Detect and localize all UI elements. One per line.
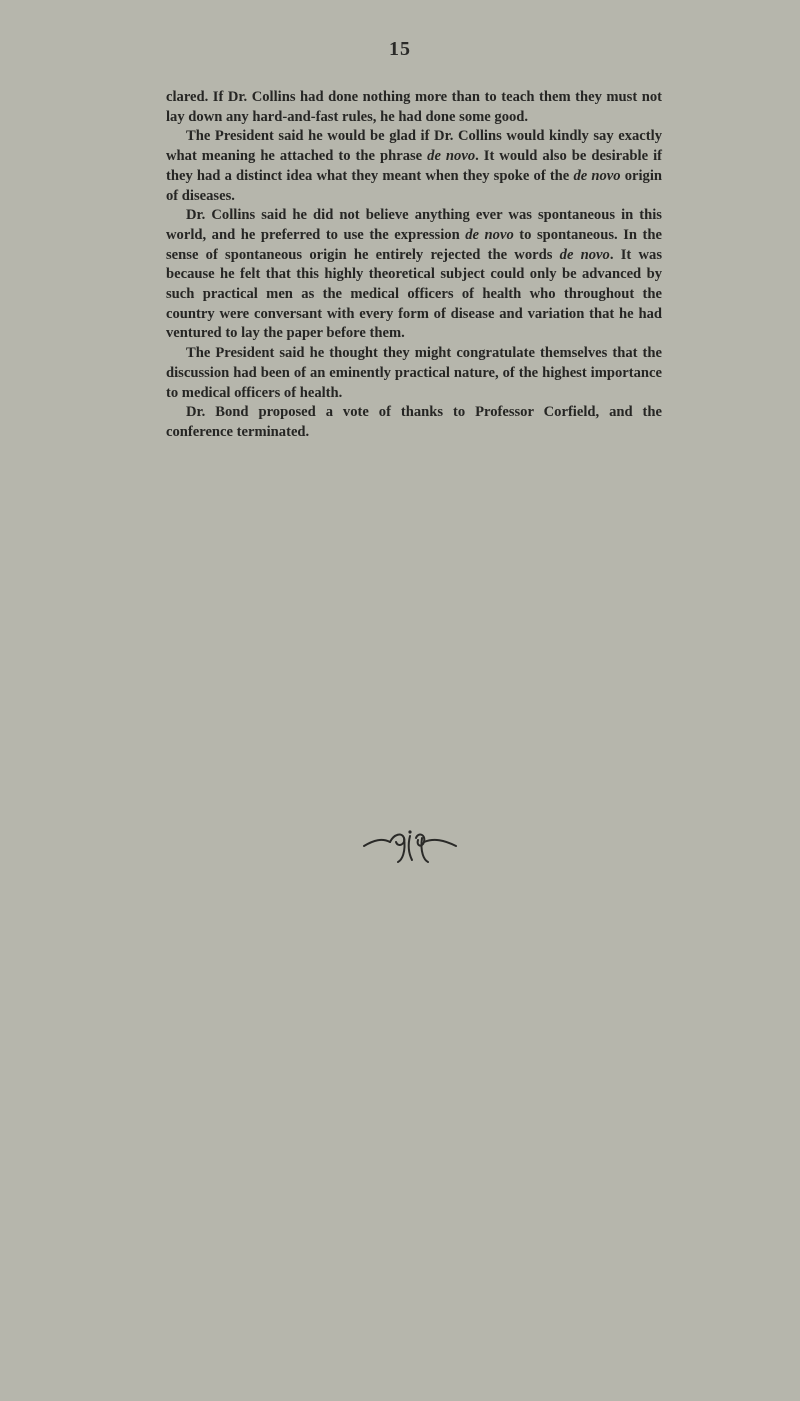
paragraph-2 xyxy=(166,127,662,206)
italic-de-novo: de novo xyxy=(427,148,476,165)
paragraph-3-text: to spontaneous. In the sense of spontaneous origin he entirely rejected the words xyxy=(166,226,662,263)
paragraph-5 xyxy=(166,403,662,442)
paragraph-2-text: . It would also be desirable if they had a distinct idea what they meant when they spoke of the xyxy=(166,148,662,184)
decorative-flourish-icon xyxy=(360,826,460,866)
body-text xyxy=(166,88,662,443)
paragraph-3-text: . It was because he felt that this highly theoretical subject could only be advanced by such practical men as the medical officers of health who throughout the country were conversant with every form of disease and variation that he had ventured to lay the paper before them. xyxy=(166,246,662,342)
italic-de-novo: de novo xyxy=(559,246,610,263)
paragraph-3-text: Dr. Collins said he did not believe anything ever was spontaneous in this world, and he preferred to use the expression xyxy=(166,207,662,243)
paragraph-5-text: Dr. Bond proposed a vote of thanks to Professor Corfield, and the conference terminated. xyxy=(166,404,662,440)
paragraph-3 xyxy=(166,206,662,344)
paragraph-2-text: The President said he would be glad if Dr. Collins would kindly say exactly what meaning he attached to the phrase xyxy=(166,128,662,165)
paragraph-1 xyxy=(166,88,662,127)
page-number: 15 xyxy=(389,38,411,60)
paragraph-4-text: The President said he thought they might congratulate themselves that the discussion had been of an eminently practical nature, of the highest importance to medical officers of health. xyxy=(166,345,662,401)
paragraph-2-text: origin of diseases. xyxy=(166,167,662,204)
paragraph-4 xyxy=(166,344,662,403)
italic-de-novo: de novo xyxy=(465,226,514,243)
italic-de-novo: de novo xyxy=(573,167,621,184)
paragraph-1-text: clared. If Dr. Collins had done nothing more than to teach them they must not lay down any hard-and-fast rules, he had done some good. xyxy=(166,89,662,125)
